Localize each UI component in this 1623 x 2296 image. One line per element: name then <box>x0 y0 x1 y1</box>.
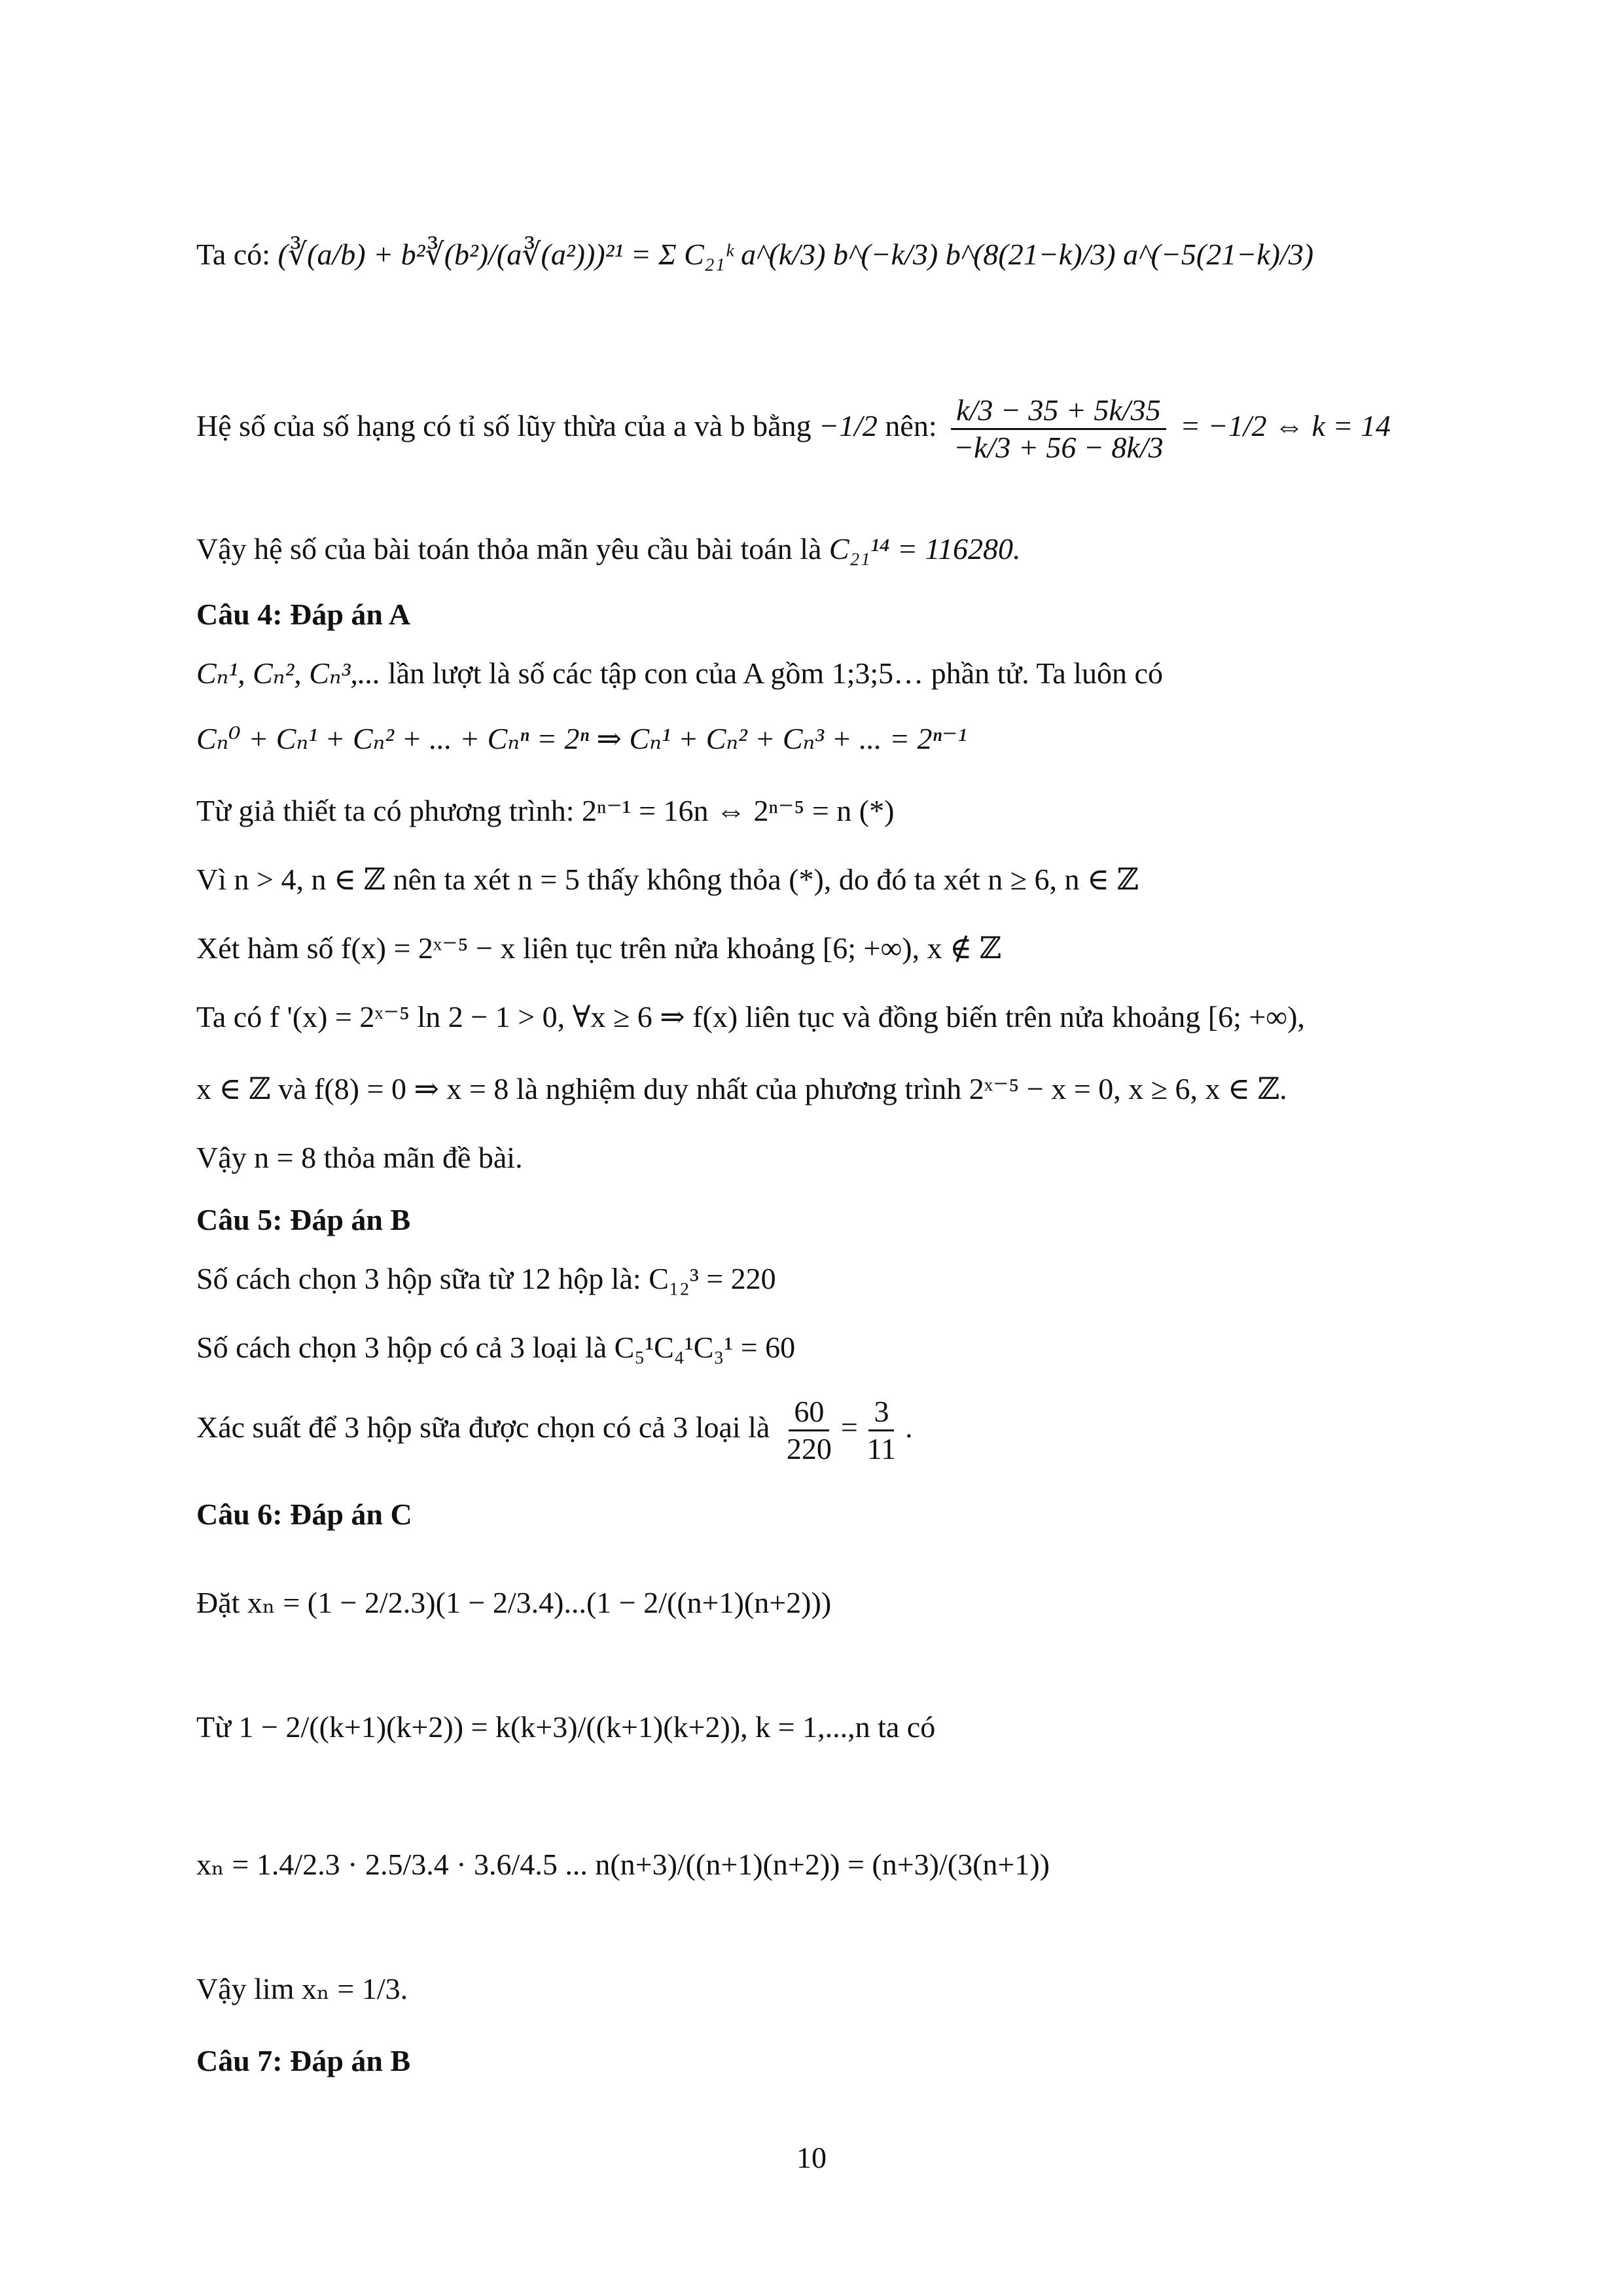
binomial-expression: (∛(a/b) + b²∛(b²)/(a∛(a²)))²¹ = Σ C₂₁ᵏ a^(k/3) b^(−k/3) b^(8(21−k)/3) a^(−5(21−k)/3) <box>277 238 1314 271</box>
probability-fraction-2 <box>862 1394 901 1467</box>
cau4-line8: Vậy n = 8 thỏa mãn đề bài. <box>196 1141 523 1174</box>
prob-den-2: 11 <box>866 1432 897 1465</box>
prob-num-1: 60 <box>789 1394 829 1431</box>
cau4-line5: Xét hàm số f(x) = 2ˣ⁻⁵ − x liên tục trên nửa khoảng [6; +∞), x ∉ ℤ <box>196 931 1002 965</box>
neg-half: −1/2 <box>819 409 878 443</box>
prob-den-1: 220 <box>786 1432 832 1465</box>
cau4-line7: x ∈ ℤ và f(8) = 0 ⇒ x = 8 là nghiệm duy nhất của phương trình 2ˣ⁻⁵ − x = 0, x ≥ 6, x ∈ ℤ. <box>196 1072 1287 1105</box>
cau5-line1: Số cách chọn 3 hộp sữa từ 12 hộp là: C₁₂³ = 220 <box>196 1262 776 1295</box>
coefficient-result <box>196 530 1021 568</box>
cau5-line2: Số cách chọn 3 hộp có cả 3 loại là C₅¹C₄¹C₃¹ = 60 <box>196 1331 796 1364</box>
cau5-title: Câu 5: Đáp án B <box>196 1203 411 1236</box>
expansion-formula <box>196 236 1313 274</box>
page-number: 10 <box>796 2141 827 2174</box>
cau6-line3: xₙ = 1.4/2.3 · 2.5/3.4 · 3.6/4.5 ... n(n+3)/((n+1)(n+2)) = (n+3)/(3(n+1)) <box>196 1848 1050 1881</box>
cau4-line1 <box>196 655 1163 692</box>
prob-num-2: 3 <box>868 1394 894 1431</box>
cau4-combinations: Cₙ¹, Cₙ², Cₙ³,... <box>196 656 381 690</box>
cau6-line1: Đặt xₙ = (1 − 2/2.3)(1 − 2/3.4)...(1 − 2/((n+1)(n+2))) <box>196 1586 832 1619</box>
coefficient-text: Vậy hệ số của bài toán thỏa mãn yêu cầu bài toán là <box>196 532 822 565</box>
cau5-probability-text: Xác suất để 3 hộp sữa được chọn có cả 3 loại là <box>196 1410 770 1444</box>
cau6-line2: Từ 1 − 2/((k+1)(k+2)) = k(k+3)/((k+1)(k+2)), k = 1,...,n ta có <box>196 1710 936 1744</box>
cau4-line6: Ta có f '(x) = 2ˣ⁻⁵ ln 2 − 1 > 0, ∀x ≥ 6 ⇒ f(x) liên tục và đồng biến trên nửa khoảng [6; +∞), <box>196 1000 1305 1033</box>
cau4-line1-text: lần lượt là số các tập con của A gồm 1;3;5… phần tử. Ta luôn có <box>387 656 1163 690</box>
ratio-denominator: −k/3 + 56 − 8k/3 <box>954 431 1164 464</box>
coefficient-value: C₂₁¹⁴ = 116280. <box>829 532 1021 565</box>
ratio-numerator: k/3 − 35 + 5k/35 <box>951 393 1166 430</box>
ratio-fraction <box>948 393 1169 465</box>
nen-label: nên: <box>885 409 937 443</box>
cau6-line4: Vậy lim xₙ = 1/3. <box>196 1972 408 2005</box>
cau7-title: Câu 7: Đáp án B <box>196 2044 411 2077</box>
probability-fraction-1 <box>781 1394 837 1467</box>
cau4-line2: Cₙ⁰ + Cₙ¹ + Cₙ² + ... + Cₙⁿ = 2ⁿ ⇒ Cₙ¹ + Cₙ² + Cₙ³ + ... = 2ⁿ⁻¹ <box>196 722 967 755</box>
cau4-line4: Vì n > 4, n ∈ ℤ nên ta xét n = 5 thấy không thỏa (*), do đó ta xét n ≥ 6, n ∈ ℤ <box>196 863 1139 896</box>
ratio-text: Hệ số của số hạng có tỉ số lũy thừa của a và b bằng <box>196 409 812 443</box>
cau5-line3: Xác suất để 3 hộp sữa được chọn có cả 3 loại là $\frac{60}{220}$ = $\frac{3}{11}$ . <box>196 1395 913 1465</box>
ratio-result: = −1/2 ⇔ k = 14 <box>1180 409 1391 443</box>
ta-co-label: Ta có: <box>196 238 271 271</box>
cau4-line3: Từ giả thiết ta có phương trình: 2ⁿ⁻¹ = 16n ⇔ 2ⁿ⁻⁵ = n (*) <box>196 794 895 827</box>
ratio-condition <box>196 393 1391 465</box>
cau6-title: Câu 6: Đáp án C <box>196 1498 412 1531</box>
cau4-title: Câu 4: Đáp án A <box>196 598 411 631</box>
